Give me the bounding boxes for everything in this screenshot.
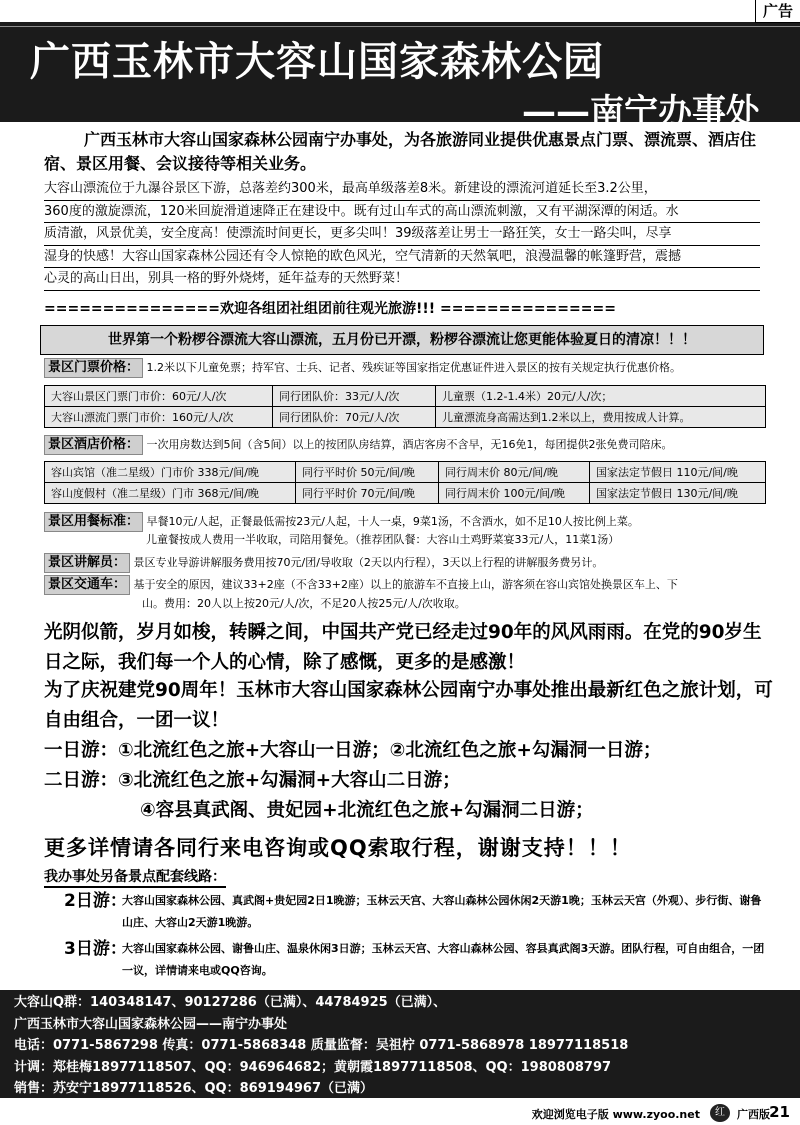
transport-line: 基于安全的原因，建议33+2座（不含33+2座）以上的旅游车不直接上山，游客须在容山宾馆处换景区车上、下 [133, 578, 678, 591]
edition-logo-icon: 红 [710, 1104, 730, 1122]
more-info-line: 更多详情请各同行来电咨询或QQ索取行程，谢谢支持！！！ [44, 836, 632, 860]
header-divider [0, 26, 800, 27]
route-text: 大容山国家森林公园、真武阁+贵妃园2日1晚游；玉林云天宫、大容山森林公园休闲2天游1晚；玉林云天宫（外观）、步行街、谢鲁山庄、大容山2天游1晚游。 [122, 894, 762, 929]
website-text: 欢迎浏览电子版 www.zyoo.net [531, 1108, 700, 1121]
rafting-description [44, 178, 760, 291]
transport-label: 景区交通车： [44, 575, 130, 595]
meal-label: 景区用餐标准： [44, 512, 143, 532]
route-days: 3日游： [64, 939, 127, 959]
meal-line-2: 儿童餐按成人费用一半收取，司陪用餐免。（推荐团队餐：大容山土鸡野菜宴33元/人，11菜1汤） [146, 533, 620, 546]
table-cell: 国家法定节假日 110元/间/晚 [589, 462, 765, 483]
spare-routes-title: 我办事处另备景点配套线路： [44, 866, 226, 888]
description-line: 质清澈，风景优美，安全度高！使漂流时间更长，更多尖叫！39级落差让男士一路狂笑，女士一路尖叫，尽享 [44, 223, 760, 246]
hotel-table [44, 461, 766, 504]
ticket-note: 1.2米以下儿童免票；持军官、士兵、记者、残疾证等国家指定优惠证件进入景区的按有关规定执行优惠价格。 [146, 361, 682, 374]
red-tour-paragraph: 为了庆祝建党90周年！玉林市大容山国家森林公园南宁办事处推出最新红色之旅计划，可自由组合，一团一议！ [44, 680, 773, 731]
route-text: 大容山国家森林公园、谢鲁山庄、温泉休闲3日游；玉林云天宫、大容山森林公园、容县真武阁3天游。团队行程，可自由组合，一团一议，详情请来电或QQ咨询。 [122, 942, 765, 977]
description-line: 360度的激旋漂流，120米回旋滑道速降正在建设中。既有过山车式的高山漂流刺激，又有平湖深潭的闲适。水 [44, 201, 760, 224]
page-number: 21 [769, 1103, 790, 1121]
table-row [45, 483, 766, 504]
meal-line: 早餐10元/人起，正餐最低需按23元/人起，十人一桌，9菜1汤，不含酒水，如不足10人按比例上菜。 [146, 515, 639, 528]
page-footer [0, 1102, 800, 1125]
party-anniversary-paragraph: 光阴似箭，岁月如梭，转瞬之间，中国共产党已经走过90年的风风雨雨。在党的90岁生日之际，我们每一个人的心情，除了感慨，更多的是感激！ [44, 622, 762, 673]
page-subtitle: ——南宁办事处 [522, 92, 760, 132]
contact-line: 销售：苏安宁18977118526、QQ：869194967（已满） [14, 1081, 374, 1096]
header-banner [0, 22, 800, 132]
two-day-tour-4: ④容县真武阁、贵妃园+北流红色之旅+勾漏洞二日游； [140, 800, 594, 821]
contact-line: 广西玉林市大容山国家森林公园——南宁办事处 [14, 1016, 288, 1032]
one-day-tours: 一日游：①北流红色之旅+大容山一日游；②北流红色之旅+勾漏洞一日游； [44, 740, 662, 761]
table-cell: 同行平时价 50元/间/晚 [295, 462, 438, 483]
ticket-label: 景区门票价格： [44, 358, 143, 378]
two-day-tour-3: 二日游：③北流红色之旅+勾漏洞+大容山二日游； [44, 770, 461, 791]
table-cell: 容山宾馆（准二星级）门市价 338元/间/晚 [45, 462, 296, 483]
hotel-label: 景区酒店价格： [44, 435, 143, 455]
route-item [56, 938, 776, 982]
table-cell: 儿童漂流身高需达到1.2米以上，费用按成人计算。 [436, 407, 766, 428]
table-cell: 同行周末价 80元/间/晚 [439, 462, 590, 483]
meal-section [44, 512, 764, 532]
table-cell: 容山度假村（准二星级）门市 368元/间/晚 [45, 483, 296, 504]
table-row [45, 386, 766, 407]
description-line: 湿身的快感！大容山国家森林公园还有令人惊艳的欧色风光，空气清新的天然氧吧，浪漫温馨的帐篷野营，震撼 [44, 246, 760, 269]
table-cell: 儿童票（1.2-1.4米）20元/人/次； [436, 386, 766, 407]
table-cell: 同行平时价 70元/间/晚 [295, 483, 438, 504]
transport-line-2: 山。费用：20人以上按20元/人/次，不足20人按25元/人/次收取。 [142, 597, 466, 610]
table-cell: 大容山景区门票门市价：60元/人/次 [45, 386, 273, 407]
contact-line: 大容山Q群：140348147、90127286（已满）、44784925（已满）、 [14, 995, 447, 1010]
table-cell: 国家法定节假日 130元/间/晚 [589, 483, 765, 504]
ticket-section [44, 358, 764, 378]
guide-text: 景区专业导游讲解服务费用按70元/团/导收取（2天以内行程），3天以上行程的讲解服务费另计。 [133, 556, 604, 569]
contact-line: 电话：0771-5867298 传真：0771-5868348 质量监督：吴祖柠 0771-5868978 18977118518 [14, 1038, 629, 1053]
page-title: 广西玉林市大容山国家森林公园 [30, 39, 604, 85]
table-cell: 同行周末价 100元/间/晚 [439, 483, 590, 504]
route-item [56, 890, 776, 934]
intro-paragraph: 广西玉林市大容山国家森林公园南宁办事处，为各旅游同业提供优惠景点门票、漂流票、酒店住宿、景区用餐、会议接待等相关业务。 [44, 130, 757, 173]
transport-section [44, 575, 764, 595]
ad-tag: 广告 [755, 0, 800, 23]
hotel-note: 一次用房数达到5间（含5间）以上的按团队房结算，酒店客房不含早，无16免1，每团提供2张免费司陪床。 [146, 438, 673, 451]
table-row [45, 407, 766, 428]
welcome-line: ===============欢迎各组团社组团前往观光旅游!!! =============== [44, 301, 616, 317]
ticket-table [44, 385, 766, 428]
contact-line: 计调：郑桂梅18977118507、QQ：946964682；黄朝霞18977118508、QQ：1980808797 [14, 1059, 612, 1075]
description-line: 心灵的高山日出，别具一格的野外烧烤，延年益寿的天然野菜！ [44, 268, 760, 291]
route-days: 2日游： [64, 891, 127, 911]
table-cell: 同行团队价：33元/人/次 [273, 386, 436, 407]
description-line: 大容山漂流位于九瀑谷景区下游，总落差约300米，最高单级落差8米。新建设的漂流河道延长至3.2公里， [44, 178, 760, 201]
table-cell: 同行团队价：70元/人/次 [273, 407, 436, 428]
contact-footer [0, 990, 800, 1098]
table-cell: 大容山漂流门票门市价：160元/人/次 [45, 407, 273, 428]
table-row [45, 462, 766, 483]
rafting-banner: 世界第一个粉椤谷漂流大容山漂流，五月份已开漂，粉椤谷漂流让您更能体验夏日的清凉！！！ [40, 325, 764, 355]
guide-label: 景区讲解员： [44, 553, 130, 573]
edition-label: 广西版 [737, 1108, 770, 1121]
guide-section [44, 553, 764, 573]
hotel-section [44, 435, 764, 455]
